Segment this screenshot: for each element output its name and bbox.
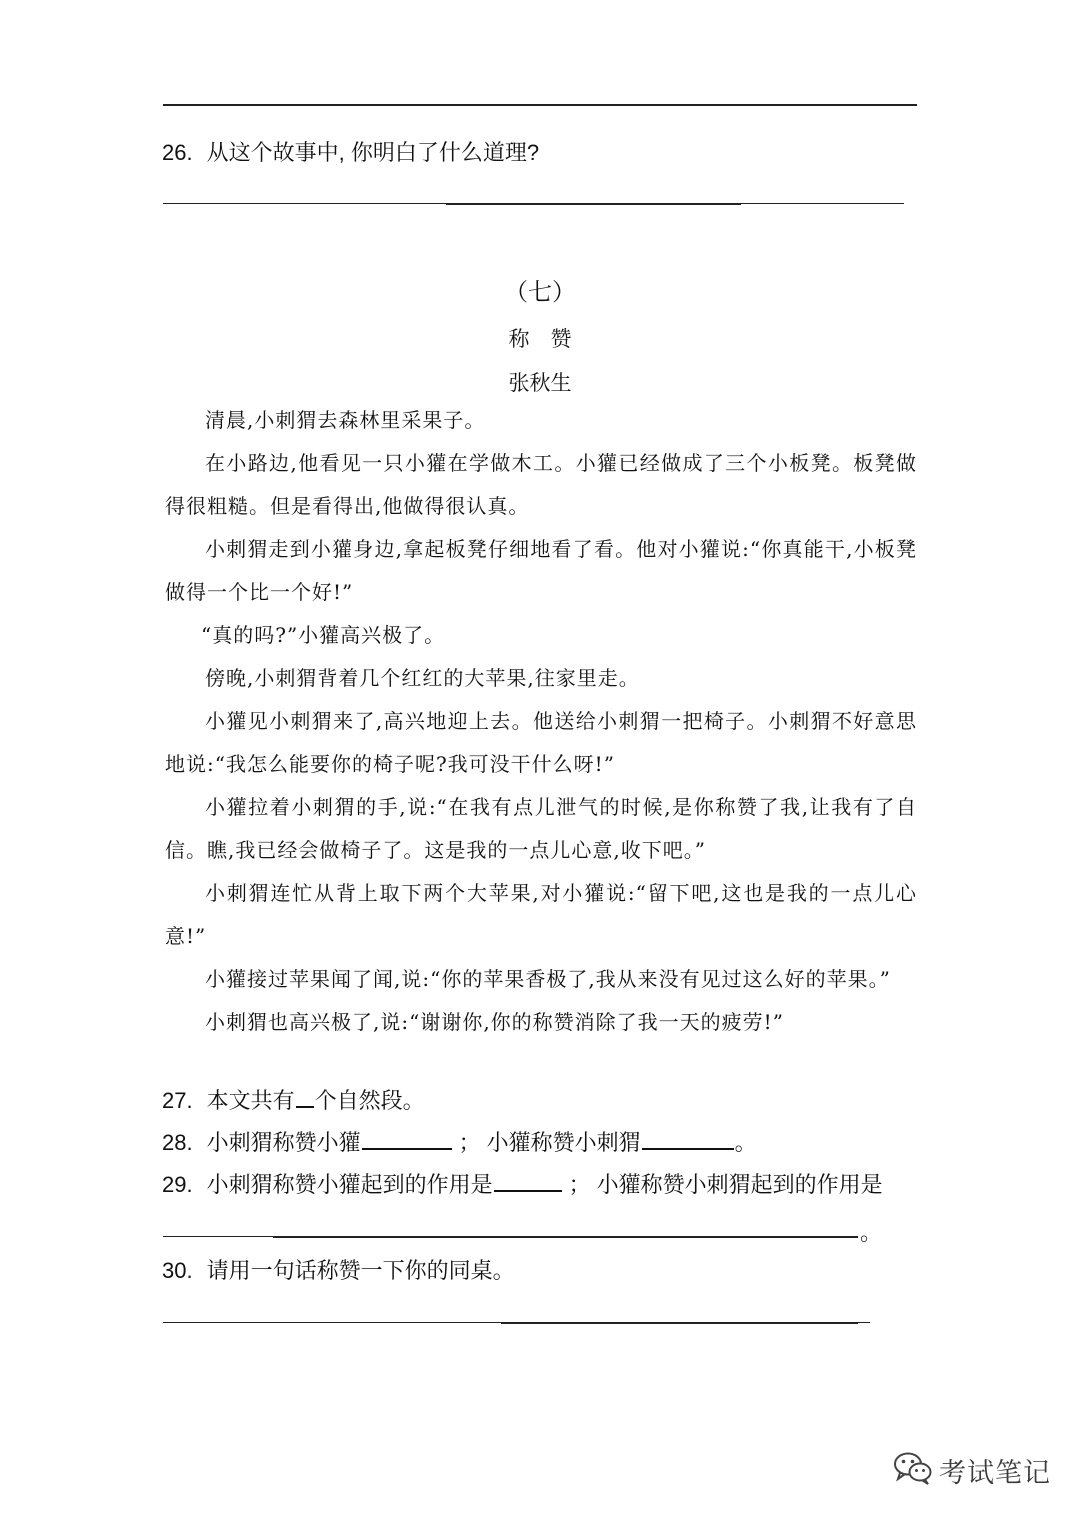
story-paragraph: 小刺猬走到小獾身边,拿起板凳仔细地看了看。他对小獾说:“你真能干,小板凳做得一个比一个好!” bbox=[165, 537, 917, 604]
answer-blank[interactable] bbox=[642, 1128, 734, 1150]
separator: ； bbox=[458, 1130, 481, 1155]
question-number: 29. bbox=[162, 1172, 193, 1197]
story-paragraph: 小刺猬连忙从背上取下两个大苹果,对小獾说:“留下吧,这也是我的一点儿心意!” bbox=[165, 881, 917, 948]
answer-line bbox=[163, 203, 446, 204]
story-paragraph: 清晨,小刺猬去森林里采果子。 bbox=[205, 408, 486, 432]
question-number: 30. bbox=[162, 1258, 193, 1283]
question-number: 28. bbox=[162, 1130, 193, 1155]
answer-line bbox=[446, 203, 741, 205]
question-28 bbox=[162, 1128, 757, 1158]
watermark bbox=[893, 1450, 1051, 1490]
answer-line bbox=[501, 1322, 858, 1324]
answer-blank[interactable] bbox=[494, 1170, 562, 1192]
question-number: 27. bbox=[162, 1088, 193, 1113]
question-text: 本文共有 bbox=[206, 1088, 295, 1113]
watermark-text: 考试笔记 bbox=[939, 1457, 1051, 1489]
answer-line bbox=[273, 1236, 858, 1238]
answer-blank[interactable] bbox=[362, 1128, 452, 1150]
question-text: 小獾称赞小刺猬起到的作用是 bbox=[596, 1172, 883, 1197]
answer-line bbox=[858, 1322, 870, 1323]
story-title: 称 赞 bbox=[508, 327, 572, 351]
question-26 bbox=[162, 138, 539, 168]
answer-line bbox=[163, 1322, 501, 1323]
story-paragraph: 小獾见小刺猬来了,高兴地迎上去。他送给小刺猬一把椅子。小刺猬不好意思地说:“我怎么能要你的椅子呢?我可没干什么呀!” bbox=[165, 709, 917, 776]
question-text: 请用一句话称赞一下你的同桌。 bbox=[206, 1258, 515, 1283]
story-paragraph: 小獾拉着小刺猬的手,说:“在我有点儿泄气的时候,是你称赞了我,让我有了自信。瞧,我已经会做椅子了。这是我的一点儿心意,收下吧。” bbox=[165, 795, 917, 862]
section-number: （七） bbox=[504, 278, 576, 306]
question-text: 个自然段。 bbox=[314, 1088, 425, 1113]
story-paragraph: 小刺猬也高兴极了,说:“谢谢你,你的称赞消除了我一天的疲劳!” bbox=[205, 1010, 784, 1034]
question-30 bbox=[162, 1256, 515, 1286]
question-27 bbox=[162, 1086, 425, 1116]
question-29 bbox=[162, 1170, 883, 1200]
question-text: 小刺猬称赞小獾起到的作用是 bbox=[206, 1172, 493, 1197]
wechat-icon bbox=[893, 1450, 933, 1490]
story-paragraph: 小獾接过苹果闻了闻,说:“你的苹果香极了,我从来没有见过这么好的苹果。” bbox=[205, 967, 891, 991]
question-number: 26. bbox=[162, 140, 193, 165]
question-text: 小獾称赞小刺猬 bbox=[486, 1130, 641, 1155]
answer-line bbox=[741, 203, 904, 204]
answer-line bbox=[163, 1236, 273, 1237]
story-paragraph: 傍晚,小刺猬背着几个红红的大苹果,往家里走。 bbox=[205, 666, 640, 690]
story-author: 张秋生 bbox=[508, 371, 572, 395]
period: 。 bbox=[734, 1130, 757, 1155]
story-body bbox=[165, 399, 917, 1044]
question-text: 小刺猬称赞小獾 bbox=[206, 1130, 361, 1155]
answer-line bbox=[163, 104, 917, 106]
separator: ； bbox=[568, 1172, 591, 1197]
question-text: 从这个故事中, 你明白了什么道理? bbox=[206, 140, 540, 165]
answer-blank[interactable] bbox=[296, 1086, 314, 1108]
story-paragraph: “真的吗?”小獾高兴极了。 bbox=[201, 623, 446, 647]
story-paragraph: 在小路边,他看见一只小獾在学做木工。小獾已经做成了三个小板凳。板凳做得很粗糙。但是看得出,他做得很认真。 bbox=[165, 451, 917, 518]
period: 。 bbox=[860, 1220, 883, 1245]
